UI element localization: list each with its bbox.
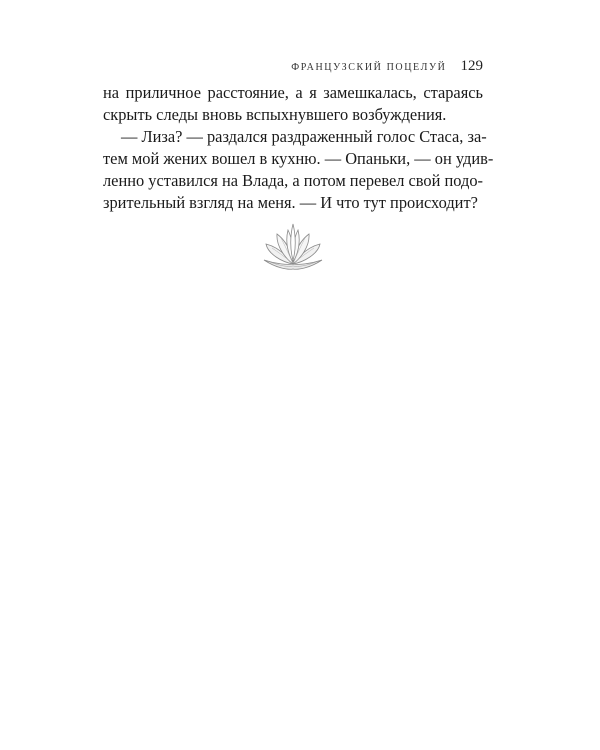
- body-text: [103, 82, 494, 214]
- text-line: скрыть следы вновь вспыхнувшего возбуждения.: [103, 105, 447, 124]
- text-line: тем мой жених вошел в кухню. — Опаньки, — он удив-: [103, 149, 494, 168]
- text-line: на приличное расстояние, а я замешкалась, стараясь: [103, 83, 483, 102]
- text-line: зрительный взгляд на меня. — И что тут происходит?: [103, 193, 478, 212]
- page-number: 129: [460, 58, 483, 74]
- running-title: ФРАНЦУЗСКИЙ ПОЦЕЛУЙ: [291, 62, 447, 73]
- lotus-flower-icon: [258, 220, 328, 272]
- text-line: ленно уставился на Влада, а потом перевел свой подо-: [103, 171, 483, 190]
- running-head: [291, 58, 483, 75]
- text-line: — Лиза? — раздался раздраженный голос Стаса, за-: [121, 127, 487, 146]
